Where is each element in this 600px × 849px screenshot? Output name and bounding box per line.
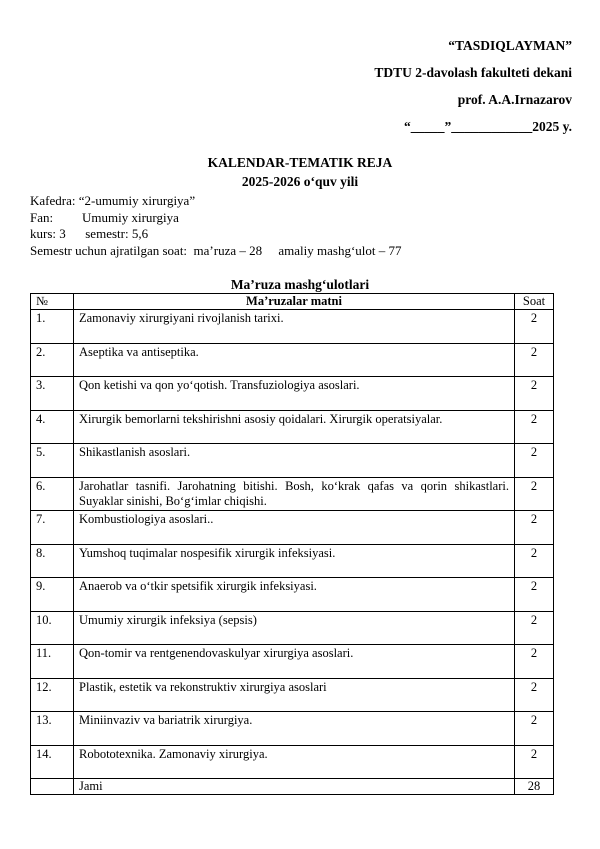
approval-block (272, 32, 572, 140)
row-topic: Qon-tomir va rentgenendovaskulyar xirurgiya asoslari. (74, 645, 515, 679)
practical-hours: amaliy mashg‘ulot – 77 (278, 242, 402, 258)
semester-label: semestr: (85, 226, 129, 241)
row-hours: 2 (515, 310, 554, 344)
table-row (31, 712, 554, 746)
row-number: 1. (31, 310, 74, 344)
row-hours: 2 (515, 444, 554, 478)
row-number: 10. (31, 611, 74, 645)
table-row (31, 410, 554, 444)
row-topic: Shikastlanish asoslari. (74, 444, 515, 478)
row-topic: Zamonaviy xirurgiyani rivojlanish tarixi. (74, 310, 515, 344)
lectures-section-title: Ma’ruza mashg‘ulotlari (230, 277, 370, 292)
row-topic: Anaerob va o‘tkir spetsifik xirurgik infeksiyasi. (74, 578, 515, 612)
table-row (31, 444, 554, 478)
row-hours: 2 (515, 611, 554, 645)
row-topic: Jarohatlar tasnifi. Jarohatning bitishi. Bosh, ko‘krak qafas va qorin shikastlari. Suyaklar sinishi, Bo‘g‘imlar chiqishi. (74, 477, 515, 511)
row-number: 4. (31, 410, 74, 444)
approval-position: TDTU 2-davolash fakulteti dekani (374, 65, 572, 80)
row-hours: 2 (515, 477, 554, 511)
department-row (30, 193, 402, 210)
hours-row (30, 243, 402, 260)
subject-value: Umumiy xirurgiya (82, 209, 179, 225)
table-row (31, 645, 554, 679)
row-number: 7. (31, 511, 74, 545)
lecture-rows (31, 310, 554, 795)
row-hours: 2 (515, 377, 554, 411)
subject-row (30, 210, 402, 227)
table-row (31, 477, 554, 511)
row-number: 12. (31, 678, 74, 712)
row-topic: Qon ketishi va qon yo‘qotish. Transfuziologiya asoslari. (74, 377, 515, 411)
row-hours: 2 (515, 544, 554, 578)
lectures-table (30, 293, 554, 795)
semester-value: 5,6 (131, 226, 149, 241)
approval-date-line: “_____”____________2025 y. (403, 119, 572, 134)
table-row (31, 745, 554, 779)
table-row (31, 377, 554, 411)
academic-year: 2025-2026 o‘quv yili (241, 174, 359, 189)
row-hours: 2 (515, 645, 554, 679)
row-topic: Yumshoq tuqimalar nospesifik xirurgik infeksiyasi. (74, 544, 515, 578)
course-value: 3 (59, 226, 66, 241)
hours-header: Soat (515, 294, 554, 310)
row-hours: 2 (515, 745, 554, 779)
department-value: “2-umumiy xirurgiya” (78, 193, 196, 208)
row-hours: 2 (515, 410, 554, 444)
row-topic: Plastik, estetik va rekonstruktiv xirurgiya asoslari (74, 678, 515, 712)
approval-title: “TASDIQLAYMAN” (448, 38, 572, 53)
row-number: 13. (31, 712, 74, 746)
lecture-hours: ma’ruza – 28 (193, 242, 263, 258)
total-row (31, 779, 554, 795)
row-number: 5. (31, 444, 74, 478)
table-row (31, 678, 554, 712)
course-row (30, 226, 402, 243)
row-number: 3. (31, 377, 74, 411)
topic-header: Ma’ruzalar matni (74, 294, 515, 310)
document-title: KALENDAR-TEMATIK REJA (207, 155, 393, 170)
row-hours: 2 (515, 712, 554, 746)
row-hours: 2 (515, 678, 554, 712)
total-empty-cell (31, 779, 74, 795)
table-row (31, 578, 554, 612)
table-row (31, 310, 554, 344)
department-label: Kafedra: (30, 193, 76, 208)
course-label: kurs: (30, 226, 56, 241)
row-hours: 2 (515, 343, 554, 377)
row-hours: 2 (515, 578, 554, 612)
row-topic: Aseptika va antiseptika. (74, 343, 515, 377)
table-row (31, 511, 554, 545)
row-number: 11. (31, 645, 74, 679)
row-number: 6. (31, 477, 74, 511)
approval-name: prof. A.A.Irnazarov (457, 92, 572, 107)
row-topic: Umumiy xirurgik infeksiya (sepsis) (74, 611, 515, 645)
table-row (31, 544, 554, 578)
row-topic: Xirurgik bemorlarni tekshirishni asosiy qoidalari. Xirurgik operatsiyalar. (74, 410, 515, 444)
row-number: 8. (31, 544, 74, 578)
row-hours: 2 (515, 511, 554, 545)
total-hours: 28 (515, 779, 554, 795)
table-row (31, 611, 554, 645)
table-row (31, 343, 554, 377)
row-number: 14. (31, 745, 74, 779)
row-topic: Kombustiologiya asoslari.. (74, 511, 515, 545)
row-topic: Robototexnika. Zamonaviy xirurgiya. (74, 745, 515, 779)
subject-label: Fan: (30, 209, 54, 225)
course-info (30, 193, 402, 259)
hours-intro: Semestr uchun ajratilgan soat: (30, 242, 188, 258)
total-label: Jami (74, 779, 515, 795)
row-number: 2. (31, 343, 74, 377)
document-heading (0, 153, 600, 191)
row-topic: Miniinvaziv va bariatrik xirurgiya. (74, 712, 515, 746)
table-header-row (31, 294, 554, 310)
num-header: № (31, 294, 74, 310)
row-number: 9. (31, 578, 74, 612)
